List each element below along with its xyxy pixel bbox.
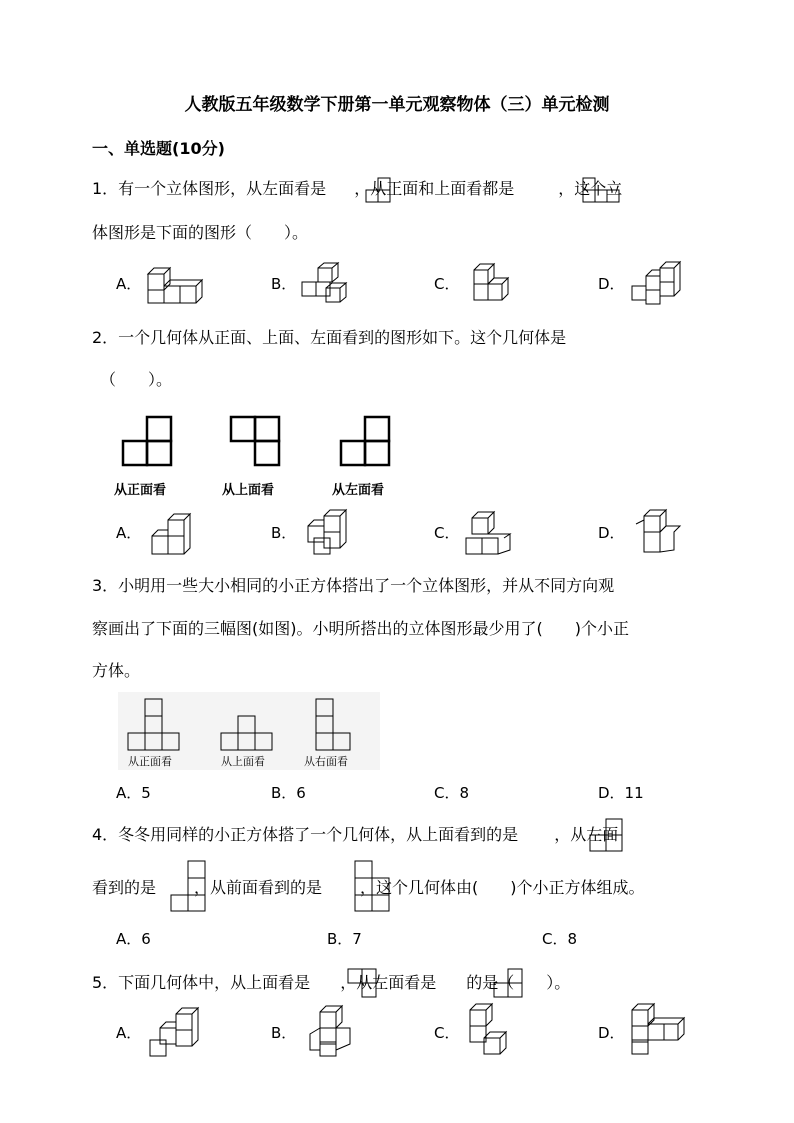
q3-front-view-icon [127, 698, 181, 752]
q2-option-d[interactable]: D． [598, 524, 625, 542]
q3-line1: 3．小明用一些大小相同的小正方体搭出了一个立体图形，并从不同方向观 [92, 576, 615, 595]
q2-option-b-cubes-icon [300, 508, 356, 558]
q3-right-view-icon [315, 698, 353, 752]
q2-line2: （ ）。 [100, 370, 173, 389]
q1-line1 [92, 176, 622, 199]
q1-option-c-cubes-icon [464, 262, 522, 304]
q5-text-b: ，从左面看是 [340, 973, 437, 992]
q5-option-b-cubes-icon [302, 1004, 358, 1058]
q5-text-c: 的是（ ）。 [466, 973, 571, 992]
q5-option-d-cubes-icon [628, 1002, 686, 1058]
q4-text-d: ，从前面看到的是 [194, 878, 323, 897]
q1-option-a-cubes-icon [146, 262, 204, 304]
q1-text-a: 1．有一个立体图形，从左面看是 [92, 179, 327, 198]
q5-option-c[interactable]: C． [434, 1024, 460, 1042]
q5-left-view-icon [493, 968, 523, 998]
q2-line1: 2．一个几何体从正面、上面、左面看到的图形如下。这个几何体是 [92, 328, 567, 347]
q3-option-d[interactable]: D．11 [598, 784, 644, 802]
q2-option-a[interactable]: A． [116, 524, 142, 542]
q1-text-c: ，这个立 [558, 179, 623, 198]
q3-caption-front: 从正面看 [128, 755, 172, 768]
q5-option-a[interactable]: A． [116, 1024, 142, 1042]
q4-top-view-icon [588, 818, 624, 854]
q1-option-a[interactable]: A． [116, 275, 142, 293]
q5-text-a: 5．下面几何体中，从上面看是 [92, 973, 311, 992]
q4-text-b: ，从左面 [554, 825, 619, 844]
q2-caption-front: 从正面看 [114, 483, 167, 498]
q1-option-b[interactable]: B． [271, 275, 297, 293]
q1-text-b: ，从正面和上面看都是 [354, 179, 515, 198]
q2-option-b[interactable]: B． [271, 524, 297, 542]
q3-line3: 方体。 [92, 661, 141, 680]
q5-option-b[interactable]: B． [271, 1024, 297, 1042]
q5-option-d[interactable]: D． [598, 1024, 625, 1042]
q5-option-c-cubes-icon [464, 1002, 522, 1058]
q1-front-top-view-icon [582, 177, 622, 203]
q2-left-view-icon [340, 416, 392, 468]
q1-option-d[interactable]: D． [598, 275, 625, 293]
q4-text-c: 看到的是 [92, 878, 157, 897]
q4-left-view-icon [170, 860, 208, 912]
q4-option-b[interactable]: B．7 [327, 930, 362, 948]
q3-top-view-icon [220, 715, 274, 752]
q1-option-b-cubes-icon [300, 262, 358, 304]
q2-top-view-icon [230, 416, 282, 468]
q4-front-view-icon [354, 860, 392, 912]
q4-line1 [92, 822, 618, 845]
q3-caption-top: 从上面看 [221, 755, 265, 768]
q2-option-c-cubes-icon [464, 508, 520, 558]
section-heading: 一、单选题(10分) [92, 139, 225, 158]
q3-option-c[interactable]: C．8 [434, 784, 470, 802]
q2-front-view-icon [122, 416, 174, 468]
q1-option-d-cubes-icon [626, 260, 686, 306]
q3-option-b[interactable]: B．6 [271, 784, 306, 802]
q1-left-view-icon [366, 177, 392, 203]
q5-top-view-icon [347, 968, 377, 998]
q2-caption-left: 从左面看 [332, 483, 385, 498]
q1-option-c[interactable]: C． [434, 275, 460, 293]
q3-option-a[interactable]: A．5 [116, 784, 151, 802]
q3-line2: 察画出了下面的三幅图(如图)。小明所搭出的立体图形最少用了( )个小正 [92, 619, 629, 638]
q4-option-a[interactable]: A．6 [116, 930, 151, 948]
q4-option-c[interactable]: C．8 [542, 930, 578, 948]
q4-text-a: 4．冬冬用同样的小正方体搭了一个几何体，从上面看到的是 [92, 825, 519, 844]
q2-option-d-cubes-icon [630, 506, 686, 558]
q1-line2: 体图形是下面的图形（ ）。 [92, 223, 309, 242]
q3-caption-right: 从右面看 [304, 755, 348, 768]
q5-option-a-cubes-icon [148, 1004, 206, 1058]
page-title: 人教版五年级数学下册第一单元观察物体（三）单元检测 [184, 95, 610, 115]
q4-text-e: ，这个几何体由( )个小正方体组成。 [360, 878, 645, 897]
q2-option-c[interactable]: C． [434, 524, 460, 542]
q2-option-a-cubes-icon [148, 510, 204, 558]
q2-caption-top: 从上面看 [222, 483, 275, 498]
